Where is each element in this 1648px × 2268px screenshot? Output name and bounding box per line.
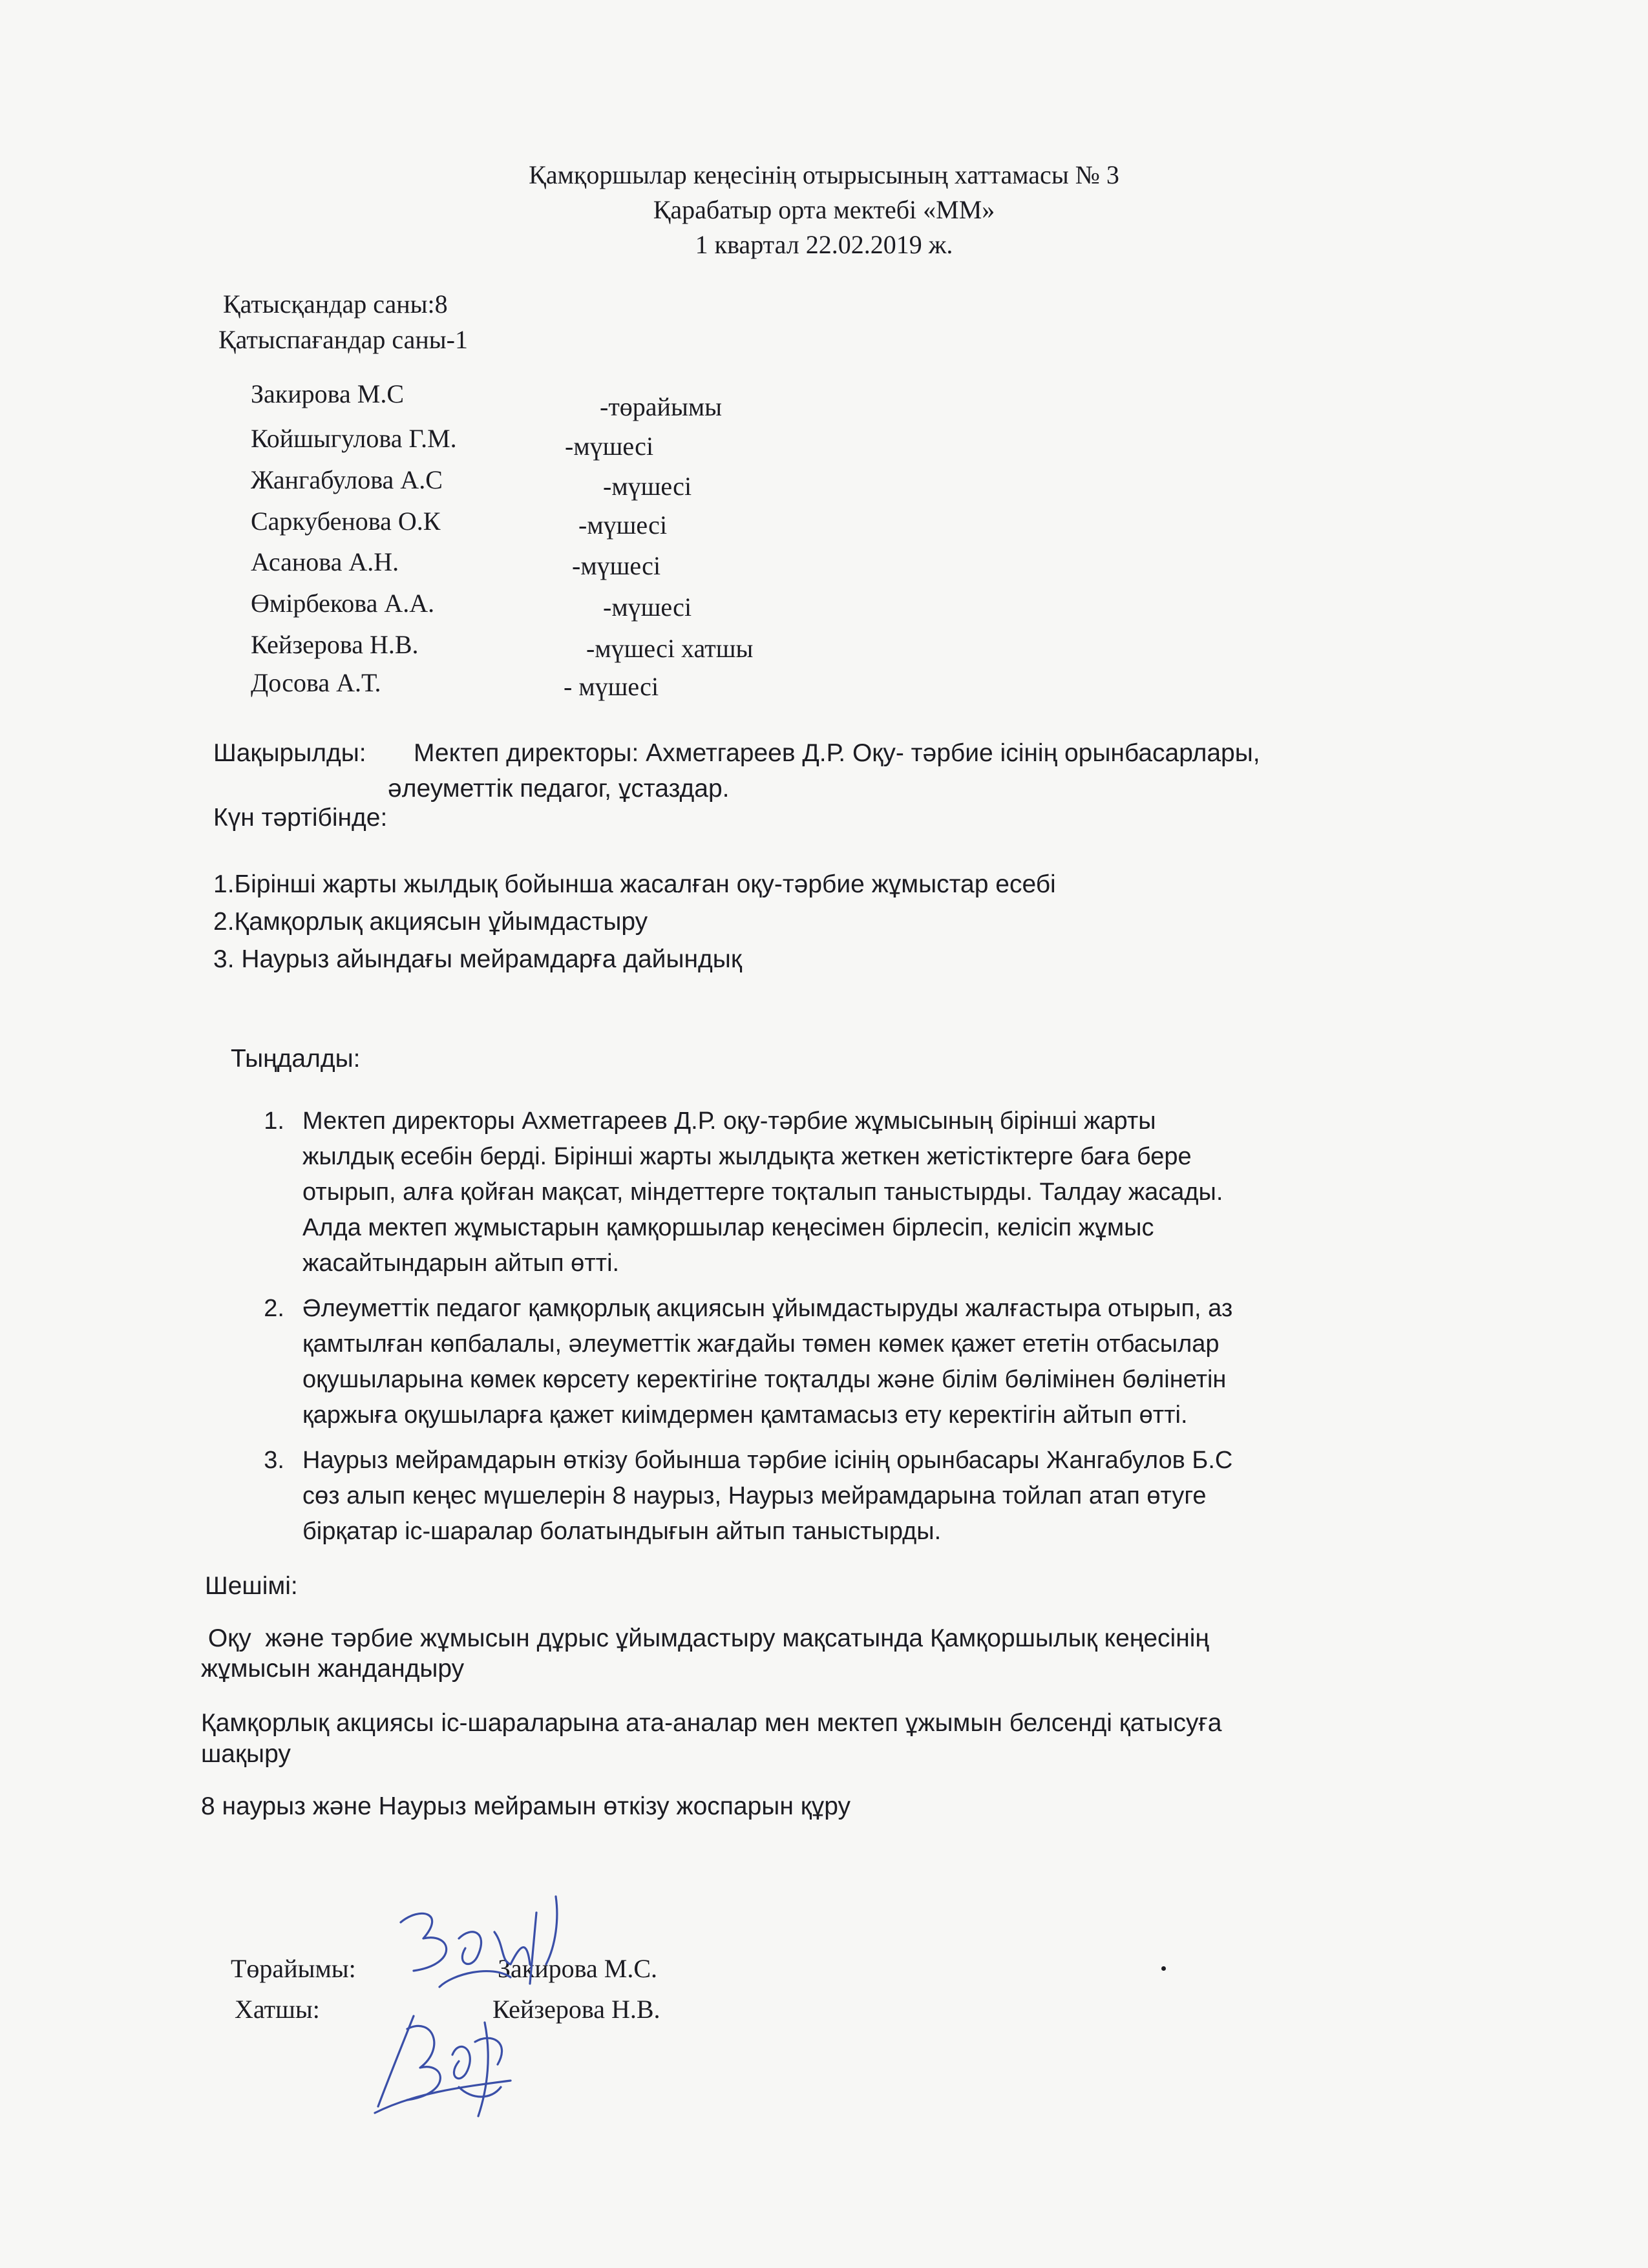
decision-heading: Шешімі: xyxy=(205,1572,298,1600)
member-role: -мүшесі xyxy=(578,510,668,540)
document-title: Қамқоршылар кеңесінің отырысының хаттамасы № 3 xyxy=(529,160,1119,189)
heard-item-line: Әлеуметтік педагог қамқорлық акциясын ұйымдастыруды жалғастыра отырып, аз xyxy=(302,1295,1233,1322)
decision-line: Қамқорлық акциясы іс-шараларына ата-аналар мен мектеп ұжымын белсенді қатысуға xyxy=(201,1709,1222,1737)
decision-line: 8 наурыз және Наурыз мейрамын өткізу жоспарын құру xyxy=(201,1792,851,1820)
chair-label: Төрайымы: xyxy=(231,1954,356,1983)
member-role: -төрайымы xyxy=(600,392,723,421)
member-role: -мүшесі хатшы xyxy=(586,634,754,663)
secretary-label: Хатшы: xyxy=(235,1995,320,2024)
heard-item-line: оқушыларына көмек көрсету керектігіне тоқталды және білім бөлімінен бөлінетін xyxy=(302,1366,1227,1393)
heard-item-number: 1. xyxy=(264,1108,284,1135)
agenda-item: 1.Бірінші жарты жылдық бойынша жасалған оқу-тәрбие жұмыстар есебі xyxy=(213,870,1056,898)
heard-heading: Тыңдалды: xyxy=(231,1045,361,1073)
member-name: Саркубенова О.К xyxy=(251,507,441,536)
decision-line: Оқу және тәрбие жұмысын дұрыс ұйымдастыру мақсатында Қамқоршылық кеңесінің xyxy=(201,1624,1209,1652)
decision-line: шақыру xyxy=(201,1740,291,1768)
secretary-name: Кейзерова Н.В. xyxy=(492,1995,660,2024)
member-role: -мүшесі xyxy=(603,593,692,622)
school-name: Қарабатыр орта мектебі «ММ» xyxy=(653,195,995,224)
heard-item-line: жылдық есебін берді. Бірінші жарты жылдықта жеткен жетістіктерге баға бере xyxy=(302,1143,1192,1170)
ink-dot xyxy=(1161,1966,1166,1971)
invited-label: Шақырылды: xyxy=(213,739,366,767)
member-name: Закирова М.С xyxy=(251,379,404,408)
agenda-item: 2.Қамқорлық акциясын ұйымдастыру xyxy=(213,908,648,936)
invited-line: әлеуметтік педагог, ұстаздар. xyxy=(388,775,730,803)
decision-line: жұмысын жандандыру xyxy=(201,1655,465,1683)
heard-item-number: 2. xyxy=(264,1295,284,1322)
heard-item-line: қамтылған көпбалалы, әлеуметтік жағдайы төмен көмек қажет ететін отбасылар xyxy=(302,1330,1220,1358)
agenda-item: 3. Наурыз айындағы мейрамдарға дайындық xyxy=(213,945,742,973)
heard-item-line: Наурыз мейрамдарын өткізу бойынша тәрбие ісінің орынбасары Жангабулов Б.С xyxy=(302,1447,1233,1474)
member-role: -мүшесі xyxy=(565,432,654,461)
heard-item-line: Мектеп директоры Ахметгареев Д.Р. оқу-тәрбие жұмысының бірінші жарты xyxy=(302,1108,1156,1135)
member-name: Досова А.Т. xyxy=(251,668,381,697)
invited-line: Мектеп директоры: Ахметгареев Д.Р. Оқу- тәрбие ісінің орынбасарлары, xyxy=(414,739,1260,767)
member-name: Жангабулова А.С xyxy=(251,465,443,494)
date-line: 1 квартал 22.02.2019 ж. xyxy=(695,230,953,259)
member-name: Койшыгулова Г.М. xyxy=(251,424,457,453)
handwritten-signature xyxy=(362,1893,582,2139)
heard-item-line: Алда мектеп жұмыстарын қамқоршылар кеңесімен бірлесіп, келісіп жұмыс xyxy=(302,1214,1154,1241)
member-role: - мүшесі xyxy=(564,672,659,701)
member-name: Өмірбекова А.А. xyxy=(251,589,435,618)
member-role: -мүшесі xyxy=(572,551,661,580)
agenda-heading: Күн тәртібінде: xyxy=(213,804,388,832)
chair-name: Закирова М.С. xyxy=(498,1954,657,1983)
heard-item-number: 3. xyxy=(264,1447,284,1474)
heard-item-line: қаржыға оқушыларға қажет киімдермен қамтамасыз ету керектігін айтып өтті. xyxy=(302,1402,1188,1429)
member-name: Кейзерова Н.В. xyxy=(251,630,419,659)
member-name: Асанова А.Н. xyxy=(251,547,399,576)
member-role: -мүшесі xyxy=(603,472,692,501)
present-count: Қатысқандар саны:8 xyxy=(223,289,448,319)
absent-count: Қатыспағандар саны-1 xyxy=(218,325,468,354)
heard-item-line: сөз алып кеңес мүшелерін 8 наурыз, Наурыз мейрамдарына тойлап атап өтуге xyxy=(302,1482,1207,1509)
heard-item-line: отырып, алға қойған мақсат, міндеттерге тоқталып таныстырды. Талдау жасады. xyxy=(302,1179,1223,1206)
heard-item-line: жасайтындарын айтып өтті. xyxy=(302,1250,620,1277)
heard-item-line: бірқатар іс-шаралар болатындығын айтып таныстырды. xyxy=(302,1518,942,1545)
